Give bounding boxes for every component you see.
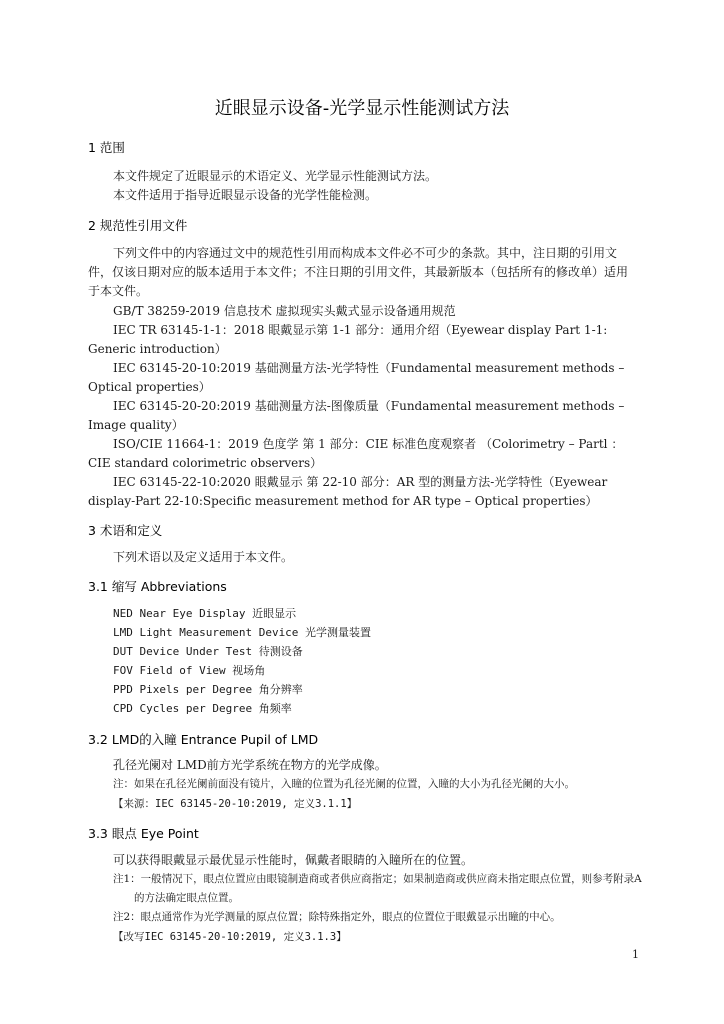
definition-source: 【改写IEC 63145-20-10:2019, 定义3.1.3】 (113, 931, 347, 943)
definition-source: 【来源：IEC 63145-20-10:2019, 定义3.1.1】 (113, 798, 358, 810)
page-number: 1 (632, 948, 639, 961)
reference-item-continuation: Optical properties） (88, 380, 211, 394)
section-3-heading: 3 术语和定义 (88, 523, 163, 538)
reference-item: IEC 63145-20-20:2019 基础测量方法-图像质量（Fundamental measurement methods – (113, 399, 625, 413)
section-1-paragraph: 本文件规定了近眼显示的术语定义、光学显示性能测试方法。 (113, 169, 438, 183)
section-3-2-heading: 3.2 LMD的入瞳 Entrance Pupil of LMD (88, 732, 319, 747)
section-2-intro-line: 件，仅该日期对应的版本适用于本文件；不注日期的引用文件，其最新版本（包括所有的修改单）适用 (88, 265, 629, 279)
definition-text: 孔径光阑对 LMD前方光学系统在物方的光学成像。 (113, 758, 387, 772)
section-1-paragraph: 本文件适用于指导近眼显示设备的光学性能检测。 (113, 188, 378, 202)
reference-item-continuation: display-Part 22-10:Specific measurement method for AR type – Optical properties） (88, 494, 598, 508)
reference-item: IEC 63145-20-10:2019 基础测量方法-光学特性（Fundamental measurement methods – (113, 361, 625, 375)
section-2-intro-line: 于本文件。 (88, 284, 149, 298)
section-2-heading: 2 规范性引用文件 (88, 218, 188, 233)
reference-item: ISO/CIE 11664-1：2019 色度学 第 1 部分：CIE 标准色度观察者 （Colorimetry – Partl ： (113, 437, 624, 451)
section-3-3-heading: 3.3 眼点 Eye Point (88, 826, 199, 841)
definition-note: 注1：一般情况下，眼点位置应由眼镜制造商或者供应商指定；如果制造商或供应商未指定眼点位置，则参考附录A (113, 873, 642, 885)
reference-item: GB/T 38259-2019 信息技术 虚拟现实头戴式显示设备通用规范 (113, 304, 456, 318)
reference-item-continuation: Image quality） (88, 418, 184, 432)
document-title: 近眼显示设备-光学显示性能测试方法 (214, 98, 510, 119)
abbreviation-item: LMD Light Measurement Device 光学测量装置 (113, 626, 372, 639)
abbreviation-item: CPD Cycles per Degree 角频率 (113, 702, 292, 715)
section-3-intro: 下列术语以及定义适用于本文件。 (113, 550, 294, 564)
reference-item-continuation: Generic introduction） (88, 342, 227, 356)
definition-text: 可以获得眼戴显示最优显示性能时，佩戴者眼睛的入瞳所在的位置。 (113, 853, 474, 867)
abbreviation-item: FOV Field of View 视场角 (113, 664, 266, 677)
section-1-heading: 1 范围 (88, 140, 125, 155)
definition-note-continuation: 的方法确定眼点位置。 (134, 892, 239, 904)
reference-item: IEC TR 63145-1-1：2018 眼戴显示第 1-1 部分：通用介绍（Eyewear display Part 1-1: (113, 323, 608, 337)
abbreviation-item: DUT Device Under Test 待测设备 (113, 645, 303, 658)
definition-note: 注：如果在孔径光阑前面没有镜片，入瞳的位置为孔径光阑的位置，入瞳的大小为孔径光阑的大小。 (113, 778, 575, 790)
reference-item: IEC 63145-22-10:2020 眼戴显示 第 22-10 部分：AR 型的测量方法-光学特性（Eyewear (113, 475, 608, 489)
abbreviation-item: PPD Pixels per Degree 角分辨率 (113, 683, 303, 696)
reference-item-continuation: CIE standard colorimetric observers） (88, 456, 323, 470)
section-3-1-heading: 3.1 缩写 Abbreviations (88, 579, 227, 594)
section-2-intro-line: 下列文件中的内容通过文中的规范性引用而构成本文件必不可少的条款。其中，注日期的引用文 (113, 246, 618, 260)
definition-note: 注2：眼点通常作为光学测量的原点位置；除特殊指定外，眼点的位置位于眼戴显示出瞳的中心。 (113, 911, 561, 923)
abbreviation-item: NED Near Eye Display 近眼显示 (113, 607, 297, 620)
